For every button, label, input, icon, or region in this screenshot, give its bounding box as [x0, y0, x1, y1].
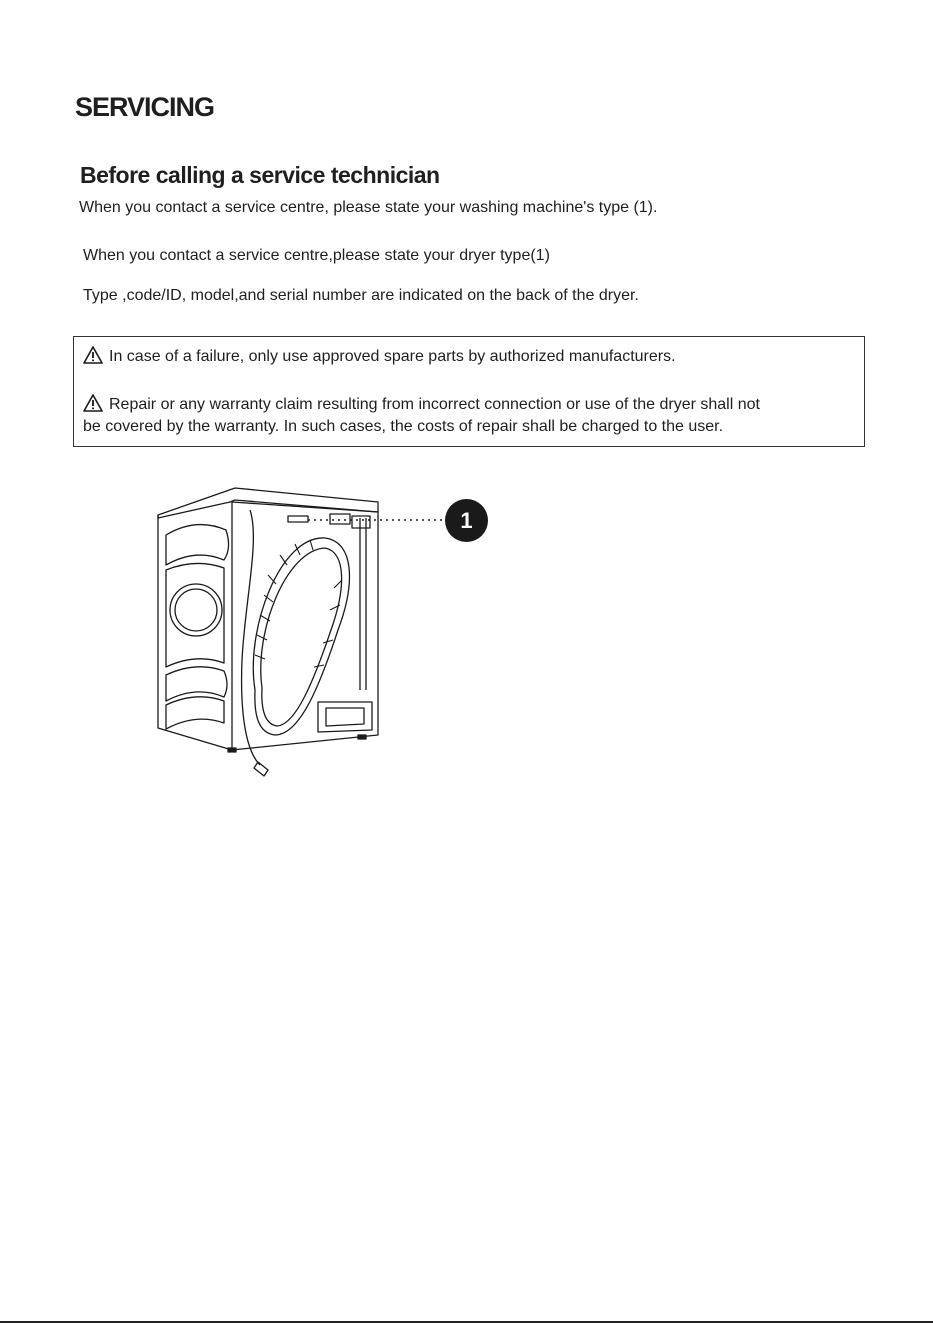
paragraph-serial-location: Type ,code/ID, model,and serial number are indicated on the back of the dryer.	[83, 287, 639, 304]
warning-triangle-icon	[83, 394, 103, 412]
warning-spare-parts	[83, 346, 676, 366]
warning-triangle-icon	[83, 346, 103, 364]
callout-badge-1: 1	[445, 499, 488, 542]
warning-warranty-text-1: Repair or any warranty claim resulting from incorrect connection or use of the dryer shall not	[109, 396, 760, 413]
page-bottom-rule	[0, 1321, 933, 1323]
warning-box	[73, 336, 865, 447]
dryer-back-diagram	[150, 480, 450, 780]
warning-warranty	[83, 394, 760, 414]
page-title: SERVICING	[75, 92, 215, 122]
warning-spare-parts-text: In case of a failure, only use approved spare parts by authorized manufacturers.	[109, 348, 676, 365]
paragraph-washing-machine-type: When you contact a service centre, please state your washing machine's type (1).	[79, 199, 658, 216]
section-title: Before calling a service technician	[80, 162, 440, 188]
warning-warranty-text-2: be covered by the warranty. In such cases, the costs of repair shall be charged to the user.	[83, 418, 724, 435]
paragraph-dryer-type: When you contact a service centre,please state your dryer type(1)	[83, 247, 550, 264]
